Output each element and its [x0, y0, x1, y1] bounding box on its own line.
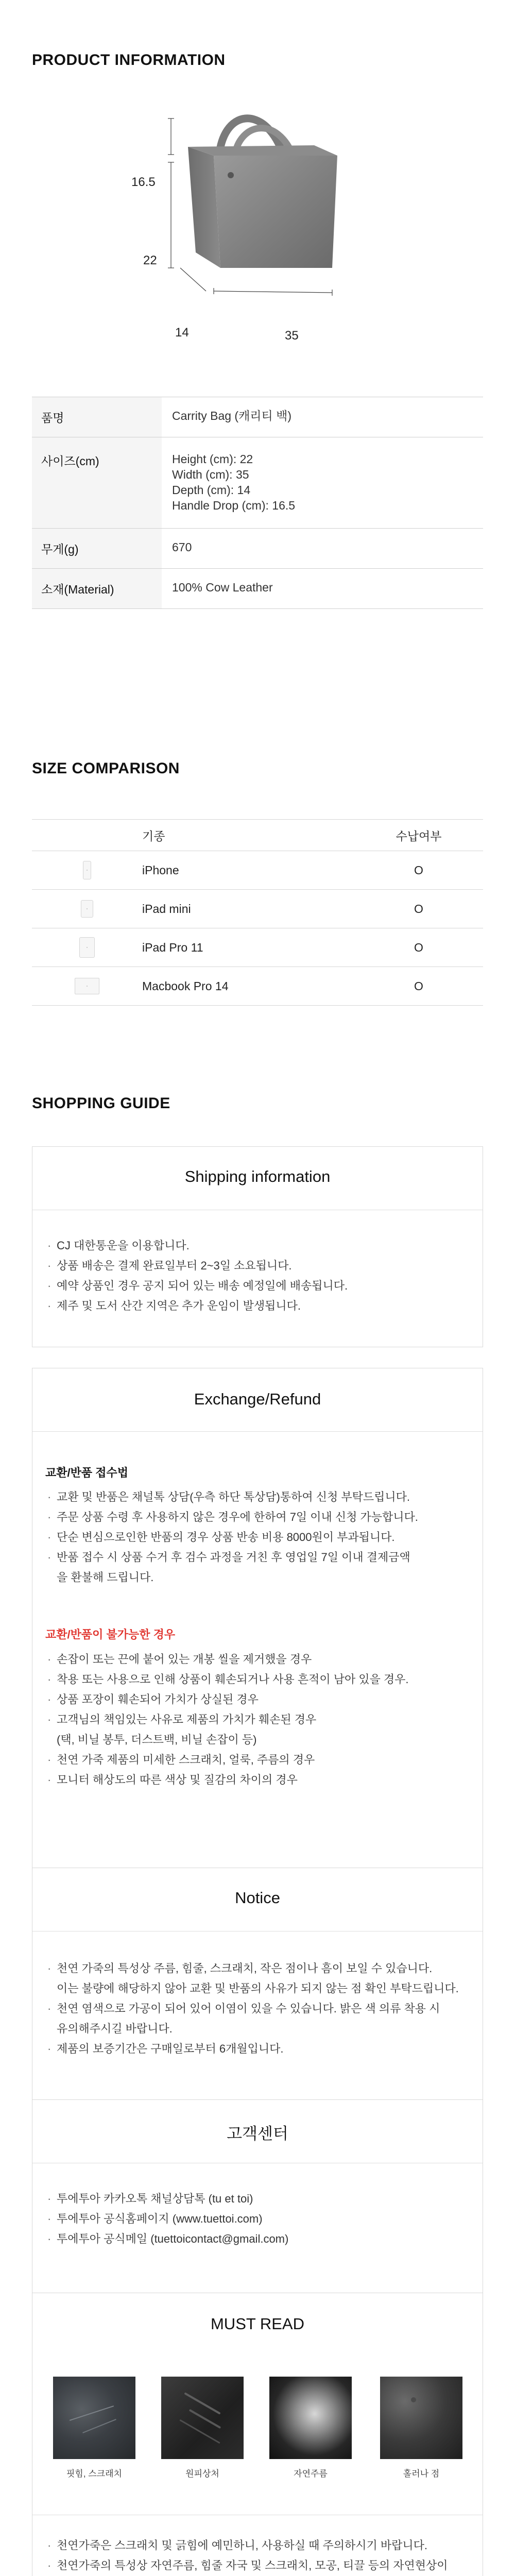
shipping-list	[45, 1235, 467, 1316]
list-item: 을 환불해 드립니다.	[57, 1571, 154, 1584]
exchange-refund-box	[32, 1368, 483, 1883]
divider	[32, 1431, 483, 1432]
spec-line: Carrity Bag (캐리티 백)	[172, 409, 292, 422]
spec-line: Handle Drop (cm): 16.5	[172, 498, 296, 512]
list-item: · 단순 변심으로인한 반품의 경우 상품 반송 비용 8000원이 부과됩니다.	[45, 1527, 467, 1547]
spec-key: 품명	[32, 397, 162, 437]
spec-value	[162, 397, 483, 437]
shipping-title: Shipping information	[184, 1167, 331, 1185]
device-column-header: 기종	[142, 829, 165, 843]
spec-value	[162, 568, 483, 608]
list-item: · 상품 배송은 결제 완료일부터 2~3일 소요됩니다.	[45, 1256, 467, 1276]
list-item: · 착용 또는 사용으로 인해 상품이 훼손되거나 사용 흔적이 남아 있을 경우.	[45, 1669, 467, 1689]
leather-wound-image	[161, 2377, 244, 2459]
shopping-guide-title: SHOPPING GUIDE	[32, 1095, 170, 1112]
list-item: · 교환 및 반품은 채널톡 상담(우측 하단 톡상담)통하여 신청 부탁드립니다.	[45, 1487, 467, 1507]
list-item: · 투에투아 공식홈페이지 (www.tuettoi.com)	[45, 2209, 467, 2229]
size-comparison-title: SIZE COMPARISON	[32, 760, 180, 777]
list-item: · 천연 가죽 제품의 미세한 스크래치, 얼룩, 주름의 경우	[45, 1750, 467, 1770]
list-item: · 반품 접수 시 상품 수거 후 검수 과정을 거친 후 영업일 7일 이내 결제금액	[45, 1547, 467, 1567]
thumb-caption: 핏힘, 스크래치	[66, 2469, 122, 2479]
list-item: · 모니터 해상도의 따른 색상 및 질감의 차이의 경우	[45, 1770, 467, 1790]
customer-center-title: 고객센터	[227, 2125, 288, 2143]
table-row	[32, 397, 483, 437]
leather-wrinkle-image	[269, 2377, 352, 2459]
depth-label: 14	[175, 326, 189, 340]
table-header-row	[32, 819, 483, 851]
leather-sample-card	[53, 2377, 135, 2479]
laptop-icon	[75, 978, 99, 994]
product-information-title: PRODUCT INFORMATION	[32, 52, 226, 69]
size-comparison-table	[32, 819, 483, 1006]
notice-title: Notice	[235, 1889, 280, 1907]
notice-box	[32, 1868, 483, 2115]
list-item: · 천연 가죽의 특성상 주름, 힘줄, 스크래치, 작은 점이나 흠이 보일 수 있습니다.	[45, 1958, 467, 1978]
spec-line: Height (cm): 22	[172, 452, 253, 466]
table-row	[32, 528, 483, 568]
height-label: 22	[143, 253, 157, 267]
leather-spot-image	[380, 2377, 462, 2459]
table-row	[32, 851, 483, 890]
fit-mark: O	[414, 902, 423, 916]
spec-value	[162, 437, 483, 529]
spec-value	[162, 528, 483, 568]
product-spec-table	[32, 397, 483, 609]
list-item: · 고객님의 책임있는 사유로 제품의 가치가 훼손된 경우	[45, 1709, 467, 1730]
tablet-icon	[81, 900, 93, 918]
thumb-caption: 자연주름	[294, 2469, 328, 2479]
list-item: · 제품의 보증기간은 구매일로부터 6개월입니다.	[45, 2039, 467, 2059]
notice-list	[45, 1958, 467, 2059]
list-item: · 투에투아 공식메일 (tuettoicontact@gmail.com)	[45, 2229, 467, 2249]
thumb-caption: 홀러나 점	[403, 2469, 440, 2479]
device-name: iPad mini	[142, 902, 191, 916]
list-item: · 천연 염색으로 가공이 되어 있어 이염이 있을 수 있습니다. 밝은 색 의류 착용 시	[45, 1998, 467, 2019]
spec-key: 소재(Material)	[32, 568, 162, 608]
fit-mark: O	[414, 940, 423, 954]
phone-icon	[83, 861, 91, 879]
shipping-info-box	[32, 1146, 483, 1347]
list-item: (택, 비닐 봉투, 더스트백, 비닐 손잡이 등)	[57, 1733, 257, 1746]
leather-sample-card	[269, 2377, 352, 2479]
list-item: · 천연가죽은 스크래치 및 긁힘에 예민하니, 사용하실 때 주의하시기 바랍니다.	[45, 2535, 467, 2555]
table-row	[32, 928, 483, 967]
list-item: 이는 불량에 해당하지 않아 교환 및 반품의 사유가 되지 않는 점 확인 부탁드립니다.	[57, 1982, 459, 1995]
table-row	[32, 967, 483, 1006]
non-returnable-list	[45, 1649, 467, 1790]
must-read-box	[32, 2293, 483, 2576]
device-name: iPhone	[142, 863, 179, 877]
list-item: 유의해주시길 바랍니다.	[57, 2022, 173, 2035]
exchange-method-list	[45, 1487, 467, 1587]
list-item: · 손잡이 또는 끈에 붙어 있는 개봉 씰을 제거했을 경우	[45, 1649, 467, 1669]
leather-sample-card	[161, 2377, 244, 2479]
list-item: · 천연가죽의 특성상 자연주름, 힘줄 자국 및 스크래치, 모공, 티끌 등의 자연현상이	[45, 2555, 467, 2575]
width-label: 35	[285, 329, 299, 343]
leather-scratch-image	[53, 2377, 135, 2459]
spec-line: 100% Cow Leather	[172, 580, 273, 594]
spec-line: Depth (cm): 14	[172, 483, 251, 497]
spec-line: 670	[172, 540, 192, 554]
exchange-method-heading: 교환/반품 접수법	[45, 1466, 128, 1479]
list-item: · 예약 상품인 경우 공지 되어 있는 배송 예정일에 배송됩니다.	[45, 1276, 467, 1296]
spec-key: 무게(g)	[32, 528, 162, 568]
tablet-icon	[79, 937, 95, 958]
list-item: · 상품 포장이 훼손되어 가치가 상실된 경우	[45, 1689, 467, 1709]
must-read-list	[45, 2535, 467, 2576]
list-item: · CJ 대한통운을 이용합니다.	[45, 1235, 467, 1256]
must-read-title: MUST READ	[210, 2315, 304, 2333]
bag-dimension-illustration	[129, 98, 386, 345]
list-item: · 제주 및 도서 산간 지역은 추가 운임이 발생됩니다.	[45, 1296, 467, 1316]
table-row	[32, 568, 483, 608]
leather-sample-card	[380, 2377, 462, 2479]
device-name: Macbook Pro 14	[142, 979, 229, 993]
device-name: iPad Pro 11	[142, 940, 203, 954]
non-returnable-heading: 교환/반품이 불가능한 경우	[45, 1628, 176, 1641]
table-row	[32, 890, 483, 928]
fit-mark: O	[414, 863, 423, 877]
list-item: · 투에투아 카카오톡 채널상담톡 (tu et toi)	[45, 2189, 467, 2209]
fit-mark: O	[414, 979, 423, 993]
fit-column-header: 수납여부	[396, 829, 442, 843]
spec-line: Width (cm): 35	[172, 467, 249, 481]
exchange-title: Exchange/Refund	[194, 1390, 321, 1408]
list-item: · 주문 상품 수령 후 사용하지 않은 경우에 한하여 7일 이내 신청 가능합니다.	[45, 1507, 467, 1527]
spec-key: 사이즈(cm)	[32, 437, 162, 529]
customer-center-list	[45, 2189, 467, 2249]
thumb-caption: 원피상처	[185, 2469, 219, 2479]
customer-center-box	[32, 2099, 483, 2295]
handle-drop-label: 16.5	[131, 175, 156, 189]
table-row	[32, 437, 483, 529]
